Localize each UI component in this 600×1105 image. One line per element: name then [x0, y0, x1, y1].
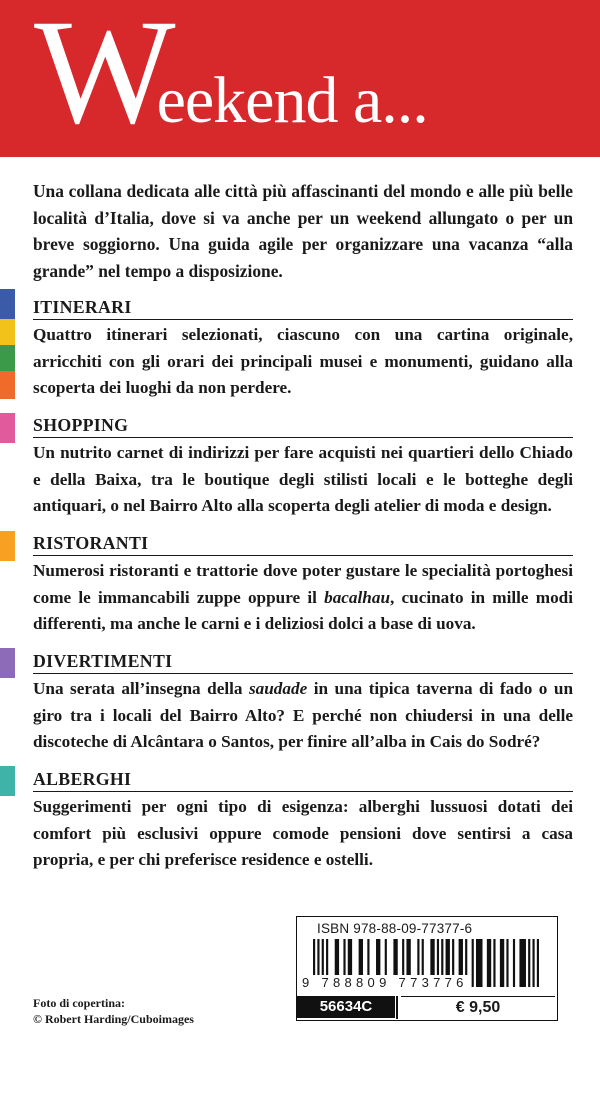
barcode-label — [296, 916, 558, 1021]
section-text: Quattro itinerari selezionati, ciascuno con una cartina originale, arricchiti con gli orari dei principali musei e monumenti, guidano alla scoperta dei luoghi da non perdere. — [33, 325, 573, 398]
section-text: Numerosi ristoranti e trattorie dove poter gustare le specialità portoghesi come le immancabili zuppe oppure il bacalhau, cucinato in mille modi differenti, ma anche le carni e i deliziosi dolci a base di uova. — [33, 561, 573, 634]
section-itinerari — [33, 296, 573, 402]
color-strip-divertimenti — [0, 648, 15, 678]
section-text: Un nutrito carnet di indirizzi per fare acquisti nei quartieri dello Chiado e della Baixa, tra le boutique degli stilisti locali e le botteghe degli antiquari, o nel Bairro Alto alla scoperta degli atelier di moda e design. — [33, 443, 573, 516]
color-strip-itinerari-3 — [0, 345, 15, 371]
section-divertimenti — [33, 650, 573, 756]
section-text: Suggerimenti per ogni tipo di esigenza: alberghi lussuosi dotati dei comfort più esclusivi oppure comode pensioni dove sentirsi a casa propria, e per chi preferisce residence e ostelli. — [33, 797, 573, 870]
section-title: DIVERTIMENTI — [33, 650, 573, 674]
color-strip-ristoranti — [0, 531, 15, 561]
section-text: Una serata all’insegna della saudade in una tipica taverna di fado o un giro tra i locali del Bairro Alto? E perché non chiudersi in una delle discoteche di Alcântara o Santos, per finire all’alba in Cais do Sodré? — [33, 679, 573, 752]
product-code: 56634C — [297, 996, 395, 1018]
photo-credit — [33, 995, 194, 1027]
section-title: RISTORANTI — [33, 532, 573, 556]
italic-term: bacalhau — [324, 587, 391, 607]
section-title: SHOPPING — [33, 414, 573, 438]
color-strip-alberghi — [0, 766, 15, 796]
barcode-digits: 9 788809 773776 — [302, 975, 468, 990]
price: € 9,50 — [401, 996, 555, 1019]
italic-term: saudade — [248, 679, 308, 698]
section-ristoranti — [33, 532, 573, 638]
color-strip-shopping — [0, 413, 15, 443]
color-strip-itinerari-4 — [0, 371, 15, 399]
price-divider — [396, 996, 398, 1019]
series-title-initial: W — [34, 0, 175, 155]
series-title — [0, 0, 428, 155]
photo-credit-source: © Robert Harding/Cuboimages — [33, 1012, 194, 1026]
section-shopping — [33, 414, 573, 520]
color-strip-itinerari-2 — [0, 319, 15, 345]
header-banner — [0, 0, 600, 157]
photo-credit-label: Foto di copertina: — [33, 996, 125, 1010]
series-title-rest: eekend a... — [156, 64, 428, 137]
section-title: ITINERARI — [33, 296, 573, 320]
section-title: ALBERGHI — [33, 768, 573, 792]
isbn-text: ISBN 978-88-09-77377-6 — [317, 921, 473, 936]
intro-paragraph: Una collana dedicata alle città più affascinanti del mondo e alle più belle località d’Italia, dove si va anche per un weekend allungato o per un breve soggiorno. Una guida agile per organizzare una vacanza “alla grande” nel tempo a disposizione. — [33, 181, 573, 281]
section-alberghi — [33, 768, 573, 874]
color-strip-itinerari-1 — [0, 289, 15, 319]
